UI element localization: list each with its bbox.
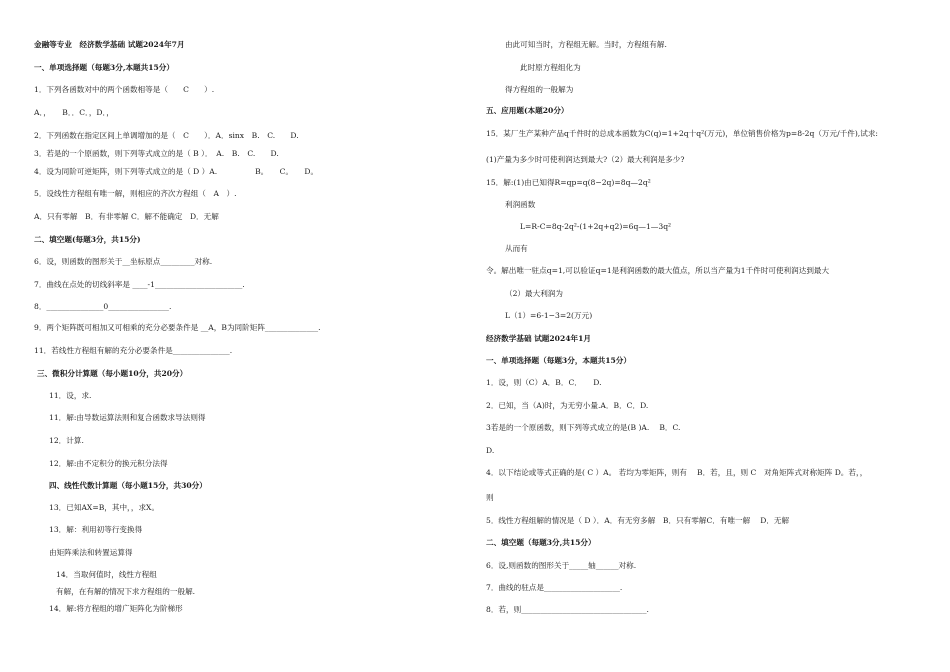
- question-4: 4．设为同阶可逆矩阵，则下列等式成立的是（ D ）A. B。 C。 D。: [34, 167, 319, 176]
- answer-11: 11．解:由导数运算法则和复合函数求导法则得: [49, 413, 206, 422]
- answer-12: 12．解:由不定积分的换元积分法得: [49, 459, 168, 468]
- question-b4: 4．以下结论或等式正确的是( C ）A。 若均为零矩阵，则有 B．若，且，则 C 对角矩阵式对称矩阵 D。若，，: [486, 468, 868, 477]
- max-profit-value: L（1）=6-1−3=2(万元): [505, 311, 593, 320]
- question-11: 11．设，求.: [49, 391, 92, 400]
- answer-14: 14．解:将方程组的增广矩阵化为阶梯形: [49, 604, 183, 613]
- question-3: 3．若是的一个原函数，则下列等式成立的是（ B ）． A. B. C. D.: [34, 149, 279, 158]
- question-b2: 2．已知，当（A)时，为无穷小量.A．B．C．D.: [486, 401, 649, 410]
- thus-label: 从而有: [505, 244, 528, 253]
- section-title-calculus: 三、微积分计算题（每小题10分，共20分）: [37, 369, 188, 378]
- continued-solution-line-1: 由此可知当时，方程组无解。当时，方程组有解.: [505, 40, 667, 49]
- profit-function: L=R-C=8q-2q²-(1+2q+q2)=6q—1—3q²: [520, 222, 672, 231]
- question-14-continued: 有解，在有解的情况下求方程组的一般解.: [56, 587, 196, 596]
- question-1: 1．下列各函数对中的两个函数相等是（ C ）.: [34, 85, 215, 94]
- answer-13-continued: 由矩阵乘法和转置运算得: [49, 548, 133, 557]
- question-1-options: A．， B．．C．，D．，: [34, 108, 114, 117]
- question-b1: 1．设，则（C）A．B．C． D.: [486, 378, 602, 387]
- question-9: 9．两个矩阵既可相加又可相乘的充分必要条件是 __A，B为同阶矩阵______________.: [34, 323, 321, 332]
- doc-header-2: 经济数学基础 试题2024年1月: [486, 334, 591, 343]
- question-b3: 3若是的一个原函数，则下列等式成立的是(B )A. B．C.: [486, 423, 681, 432]
- question-5-options: A．只有零解 B．有非零解 C．解不能确定 D．无解: [34, 212, 219, 221]
- question-10: 11．若线性方程组有解的充分必要条件是_______________.: [34, 346, 233, 355]
- section-title-single-choice-2: 一、单项选择题（每题3分，本题共15分）: [486, 356, 631, 365]
- question-15: 15．某厂生产某种产品q千件时的总成本函数为C(q)=1+2q十q²(万元)，单位销售价格为p=8-2q（万元/千件),试求:: [486, 129, 878, 138]
- question-b6: 6．设,则函数的图形关于_____轴______对称.: [486, 561, 637, 570]
- question-b3-option-d: D.: [486, 446, 495, 455]
- question-15-continued: (1)产量为多少时可使利润达到最大?（2）最大利润是多少?: [486, 155, 685, 164]
- question-b4-continued: 则: [486, 493, 494, 502]
- question-12: 12．计算.: [49, 436, 84, 445]
- question-7: 7．曲线在点处的切线斜率是 ____-1_______________________.: [34, 280, 245, 289]
- question-6: 6．设，则函数的图形关于__坐标原点_________对称.: [34, 257, 213, 266]
- question-13: 13．已知AX=B，其中，，求X。: [49, 503, 160, 512]
- question-5: 5．设线性方程组有唯一解，则相应的齐次方程组（ A ）.: [34, 189, 237, 198]
- section-title-fill-in-2: 二、填空题（每题3分,共15分）: [486, 538, 596, 547]
- section-title-fill-in: 二、填空题(每题3分，共15分): [34, 235, 141, 244]
- continued-solution-line-3: 得方程组的一般解为: [505, 85, 574, 94]
- continued-solution-line-2: 此时原方程组化为: [520, 63, 581, 72]
- answer-13: 13．解：利用初等行变换得: [49, 525, 143, 534]
- question-b5: 5．线性方程组解的情况是（ D ）．A．有无穷多解 B．只有零解C．有唯一解 D．无解: [486, 516, 790, 525]
- answer-15: 15．解:(1)由已知得R=qp=q(8−2q)=8q—2q²: [486, 178, 651, 187]
- right-column: [470, 0, 950, 672]
- section-title-single-choice: 一、单项选择题（每题3分,本题共15分）: [34, 63, 174, 72]
- question-b7: 7．曲线的驻点是____________________.: [486, 583, 623, 592]
- profit-function-label: 利润函数: [505, 200, 536, 209]
- question-b8: 8．若，则_________________________________.: [486, 605, 649, 614]
- question-8: 8．_______________0________________.: [34, 302, 172, 311]
- section-title-application: 五、应用题(本题20分）: [486, 106, 569, 115]
- question-2: 2．下列函数在指定区间上单调增加的是（ C ）．A．sinx B. C. D.: [34, 131, 299, 140]
- question-14: 14．当取何值时，线性方程组: [56, 570, 157, 579]
- max-profit-label: （2）最大利润为: [505, 289, 563, 298]
- stationary-point-text: 令。解出唯一驻点q=1,可以验证q=1是利润函数的最大值点，所以当产量为1千件时可使利润达到最大: [486, 266, 830, 275]
- section-title-linear-algebra: 四、线性代数计算题（每小题15分，共30分）: [49, 481, 207, 490]
- doc-header: 金融等专业 经济数学基础 试题2024年7月: [34, 40, 185, 49]
- left-column: [0, 0, 470, 672]
